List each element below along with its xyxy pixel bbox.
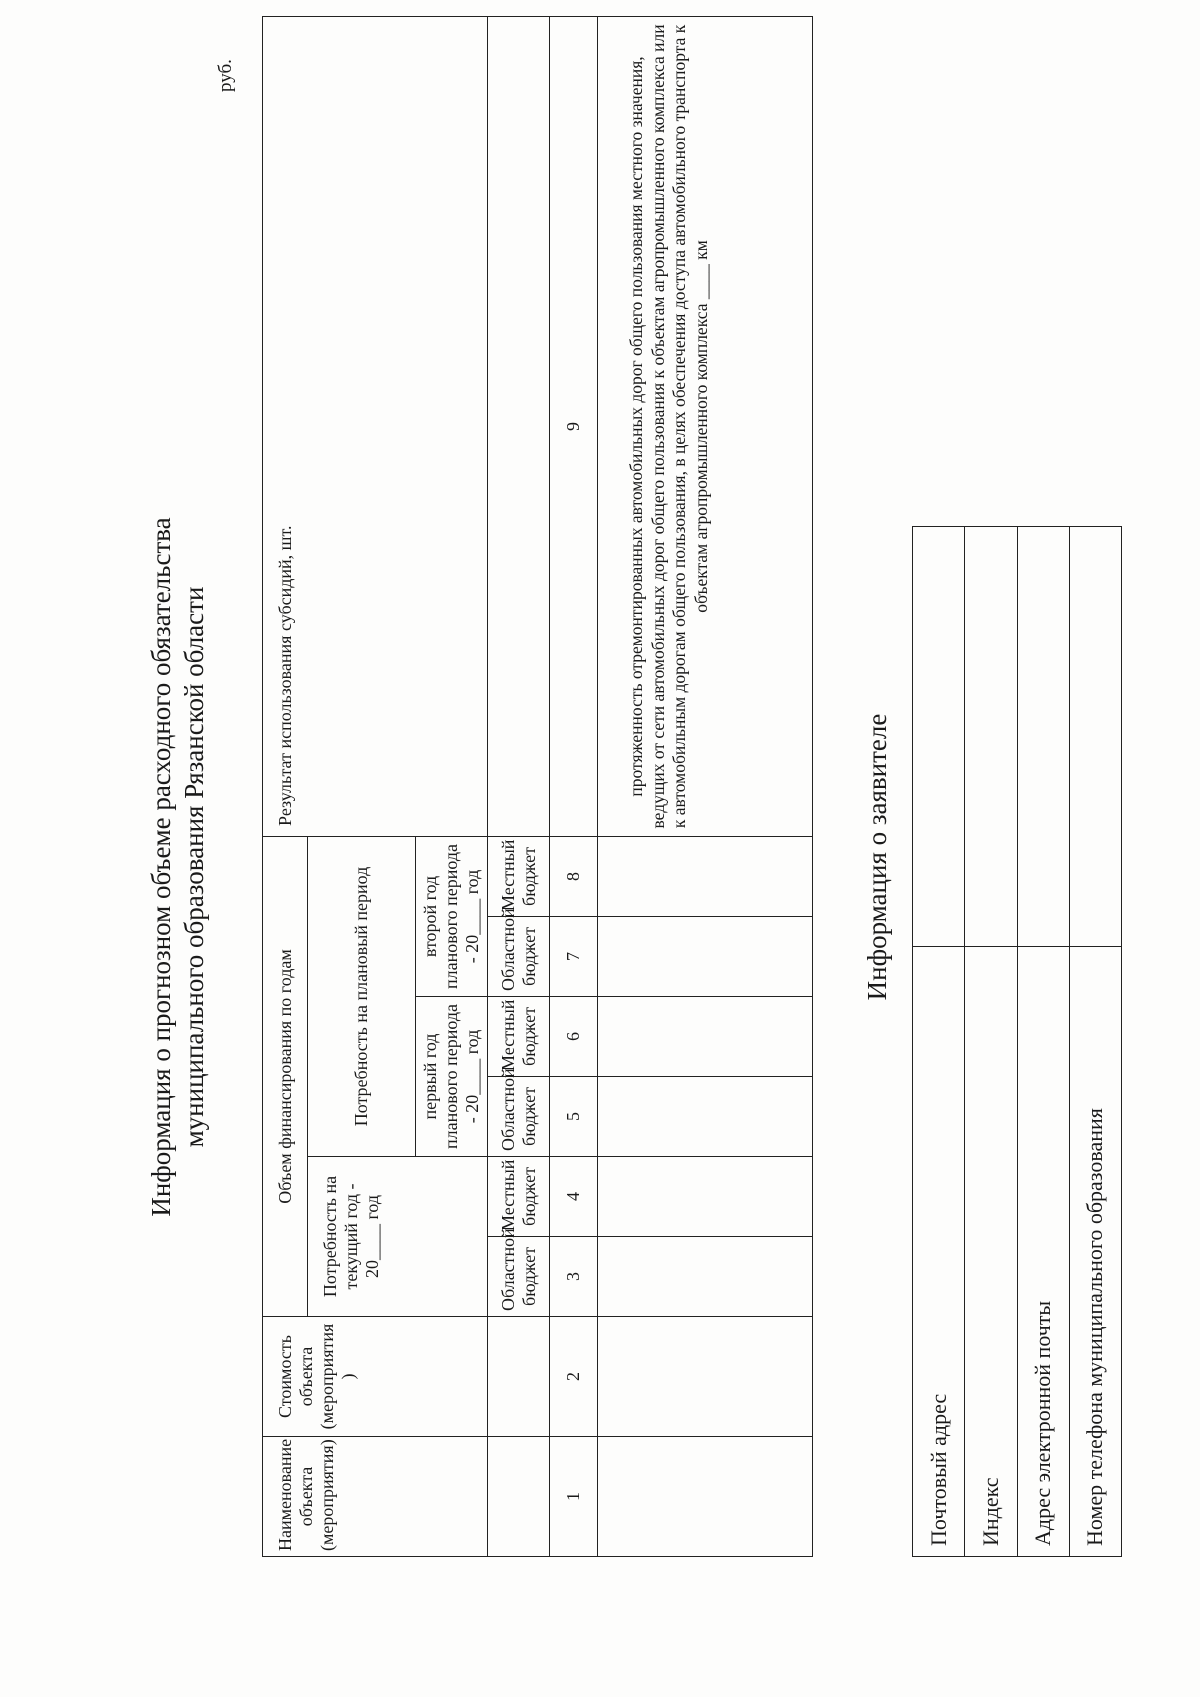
title-line-1: Информация о прогнозном объеме расходного обязательства (146, 517, 176, 1217)
column-number: 7 (550, 917, 598, 997)
header-regional-budget: Областной бюджет (488, 917, 550, 997)
placeholder-cell (488, 16, 550, 836)
header-object-cost: Стоимость объекта (мероприятия ) (263, 1317, 488, 1437)
header-planning-period-need: Потребность на плановый период (308, 836, 416, 1156)
column-number: 1 (550, 1437, 598, 1557)
column-number: 9 (550, 16, 598, 836)
header-regional-budget: Областной бюджет (488, 1237, 550, 1317)
data-cell-object-cost (598, 1317, 813, 1437)
currency-unit: руб. (215, 59, 236, 92)
title-line-2: муниципального образования Рязанской области (179, 586, 209, 1148)
data-cell (598, 836, 813, 916)
data-cell (598, 1077, 813, 1157)
header-local-budget: Местный бюджет (488, 836, 550, 916)
header-first-plan-year: первый год планового периода - 20____ год (416, 997, 488, 1157)
applicant-postal-address-label: Почтовый адрес (913, 947, 965, 1557)
column-number: 2 (550, 1317, 598, 1437)
column-number: 5 (550, 1077, 598, 1157)
header-local-budget: Местный бюджет (488, 997, 550, 1077)
header-object-name: Наименование объекта (мероприятия) (263, 1437, 488, 1557)
header-current-year-need: Потребность на текущий год - 20____ год (308, 1157, 488, 1317)
applicant-section-title: Информация о заявителе (862, 713, 892, 1001)
applicant-email-label: Адрес электронной почты (1017, 947, 1069, 1557)
data-cell (598, 917, 813, 997)
applicant-phone-label: Номер телефона муниципального образования (1069, 947, 1121, 1557)
header-second-plan-year: второй год планового периода - 20____ год (416, 836, 488, 996)
data-cell (598, 997, 813, 1077)
applicant-index-value[interactable] (965, 527, 1017, 947)
header-financing-volume: Объем финансирования по годам (263, 836, 308, 1316)
applicant-email-value[interactable] (1017, 527, 1069, 947)
result-description: протяженность отремонтированных автомобильных дорог общего пользования местного значения, ведущих от сети автомобильных дорог общего пользования к объектам агропромышленного комплекса или к автомобильным дорогам общего пользования, в целях обеспечения доступа автомобильного транспорта к объектам агропромышленного комплекса ____ км (598, 16, 813, 836)
data-cell (598, 1237, 813, 1317)
column-number: 4 (550, 1157, 598, 1237)
column-number: 8 (550, 836, 598, 916)
header-local-budget: Местный бюджет (488, 1157, 550, 1237)
header-regional-budget: Областной бюджет (488, 1077, 550, 1157)
column-number: 6 (550, 997, 598, 1077)
data-cell (598, 1157, 813, 1237)
applicant-index-label: Индекс (965, 947, 1017, 1557)
applicant-phone-value[interactable] (1069, 527, 1121, 947)
column-number: 3 (550, 1237, 598, 1317)
data-cell-object-name (598, 1437, 813, 1557)
placeholder-cell (488, 1437, 550, 1557)
applicant-info-table (912, 526, 1122, 1557)
applicant-postal-address-value[interactable] (913, 527, 965, 947)
document-title (145, 267, 211, 1467)
financing-table (262, 16, 813, 1557)
header-result: Результат использования субсидий, шт. (263, 16, 488, 836)
placeholder-cell (488, 1317, 550, 1437)
